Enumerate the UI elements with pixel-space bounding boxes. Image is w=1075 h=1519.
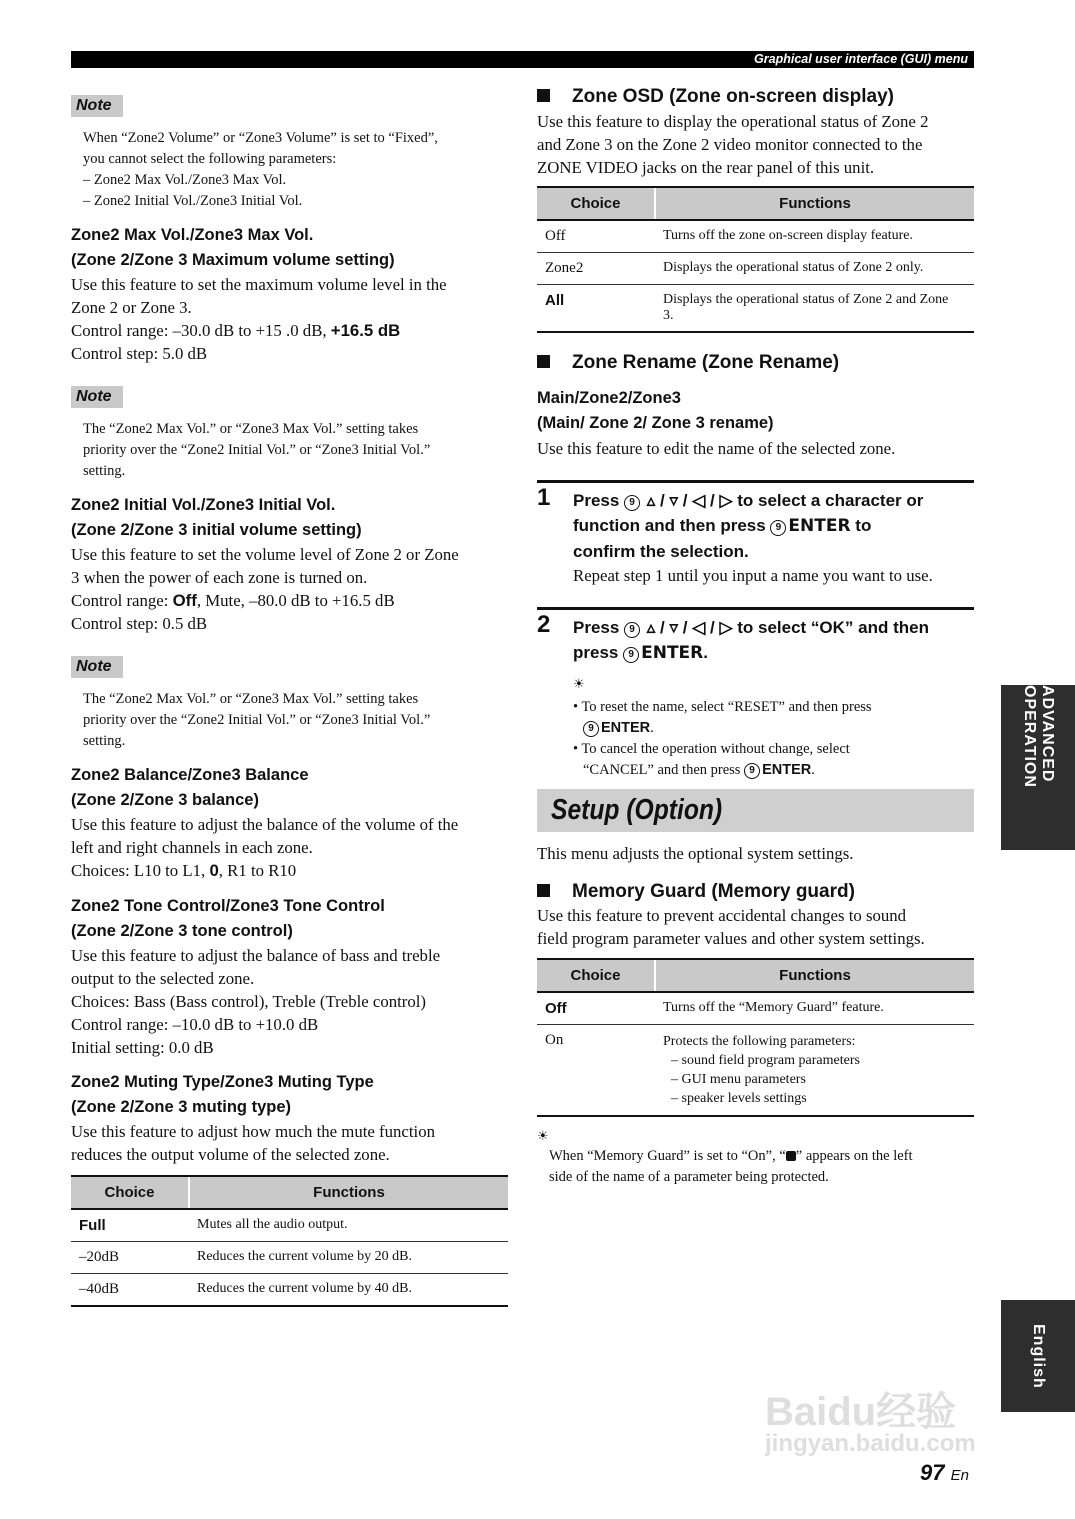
cell: Off bbox=[537, 992, 655, 1025]
page-number bbox=[920, 1460, 969, 1486]
memory-guard-table bbox=[537, 958, 974, 1117]
note-text bbox=[83, 419, 430, 482]
cell: Turns off the zone on-screen display feature. bbox=[655, 220, 974, 253]
section-body: Use this feature to edit the name of the selected zone. bbox=[537, 439, 896, 458]
line: ZONE VIDEO jacks on the rear panel of this unit. bbox=[537, 158, 875, 177]
line: The “Zone2 Max Vol.” or “Zone3 Max Vol.” setting takes bbox=[83, 691, 419, 707]
line: Zone2 Balance/Zone3 Balance bbox=[71, 766, 309, 784]
text: press bbox=[573, 643, 619, 662]
text: to bbox=[855, 516, 872, 535]
line: you cannot select the following parameters: bbox=[83, 151, 337, 167]
text: When “Memory Guard” is set to “On”, “ bbox=[549, 1148, 786, 1164]
heading-text: Zone Rename (Zone Rename) bbox=[572, 352, 840, 373]
column-header: Choice bbox=[71, 1176, 189, 1209]
text: Press bbox=[573, 618, 620, 637]
line: – Zone2 Initial Vol./Zone3 Initial Vol. bbox=[83, 193, 303, 209]
list-item: – speaker levels settings bbox=[671, 1091, 807, 1106]
table-row bbox=[537, 285, 974, 333]
section-heading bbox=[537, 352, 839, 374]
table-row bbox=[71, 1209, 508, 1242]
section-heading bbox=[537, 881, 855, 903]
section-body bbox=[537, 110, 928, 179]
line: Use this feature to adjust the balance of bass and treble bbox=[71, 946, 441, 965]
text: . bbox=[703, 643, 708, 662]
table-row bbox=[537, 253, 974, 285]
side-tab-advanced-operation: ADVANCED OPERATION bbox=[1001, 685, 1075, 850]
watermark-url: jingyan.baidu.com bbox=[765, 1430, 976, 1457]
running-header: Graphical user interface (GUI) menu bbox=[71, 51, 974, 68]
cell: Off bbox=[537, 220, 655, 253]
line: (Zone 2/Zone 3 initial volume setting) bbox=[71, 521, 362, 539]
cell: –40dB bbox=[71, 1274, 189, 1307]
text: ▵ / ▿ / ◁ / ▷ to select a character or bbox=[646, 491, 924, 510]
text-bold: 0 bbox=[209, 861, 219, 880]
list-item: – sound field program parameters bbox=[671, 1053, 860, 1068]
text: ” appears on the left bbox=[795, 1148, 913, 1164]
text: Control range: bbox=[71, 591, 173, 610]
tip-text bbox=[549, 1146, 913, 1188]
column-header: Choice bbox=[537, 187, 655, 220]
square-bullet-icon bbox=[537, 89, 550, 102]
line: priority over the “Zone2 Initial Vol.” or “Zone3 Initial Vol.” bbox=[83, 442, 431, 458]
line: Zone2 Muting Type/Zone3 Muting Type bbox=[71, 1073, 374, 1091]
heading-text: Zone OSD (Zone on-screen display) bbox=[572, 86, 894, 107]
list-item: – GUI menu parameters bbox=[671, 1072, 806, 1087]
key-9-icon: 9 bbox=[624, 622, 640, 638]
step-number: 2 bbox=[537, 611, 551, 638]
line: side of the name of a parameter being protected. bbox=[549, 1169, 829, 1185]
table-row bbox=[537, 992, 974, 1025]
line: Use this feature to set the maximum volume level in the bbox=[71, 275, 447, 294]
line: When “Zone2 Volume” or “Zone3 Volume” is set to “Fixed”, bbox=[83, 130, 438, 146]
section-body bbox=[71, 543, 459, 635]
section-body bbox=[71, 273, 447, 365]
table-row bbox=[71, 1274, 508, 1307]
column-header: Functions bbox=[655, 959, 974, 992]
text: confirm the selection. bbox=[573, 542, 749, 561]
cell: Turns off the “Memory Guard” feature. bbox=[655, 992, 974, 1025]
cell: Reduces the current volume by 40 dB. bbox=[189, 1274, 508, 1307]
step-note: Repeat step 1 until you input a name you want to use. bbox=[573, 566, 933, 585]
key-9-icon: 9 bbox=[744, 763, 760, 779]
line: Use this feature to prevent accidental changes to sound bbox=[537, 906, 907, 925]
line: field program parameter values and other system settings. bbox=[537, 929, 925, 948]
sub-heading bbox=[537, 386, 774, 436]
enter-key-label: ENTER bbox=[762, 762, 812, 778]
text: . bbox=[650, 720, 654, 736]
muting-type-table bbox=[71, 1175, 508, 1307]
table-row bbox=[71, 1242, 508, 1274]
cell: –20dB bbox=[71, 1242, 189, 1274]
divider bbox=[537, 480, 974, 483]
cell: Mutes all the audio output. bbox=[189, 1209, 508, 1242]
line: (Zone 2/Zone 3 tone control) bbox=[71, 922, 293, 940]
note-label: Note bbox=[71, 656, 123, 678]
line: Control step: 5.0 dB bbox=[71, 344, 208, 363]
section-heading bbox=[71, 1070, 374, 1120]
page-suffix: En bbox=[950, 1467, 969, 1484]
column-header: Choice bbox=[537, 959, 655, 992]
line: Use this feature to set the volume level of Zone 2 or Zone bbox=[71, 545, 459, 564]
cell bbox=[655, 1025, 974, 1117]
line: (Zone 2/Zone 3 balance) bbox=[71, 791, 259, 809]
text: Choices: L10 to L1, bbox=[71, 861, 210, 880]
heading-text: Memory Guard (Memory guard) bbox=[572, 881, 855, 902]
line: Use this feature to display the operational status of Zone 2 bbox=[537, 112, 929, 131]
chapter-banner bbox=[537, 789, 974, 832]
note-label: Note bbox=[71, 95, 123, 117]
line: (Zone 2/Zone 3 Maximum volume setting) bbox=[71, 251, 395, 269]
line: left and right channels in each zone. bbox=[71, 838, 313, 857]
cell: Displays the operational status of Zone 2 and Zone 3. bbox=[655, 285, 974, 333]
section-body bbox=[71, 944, 440, 1059]
tip-lightbulb-icon: ☀ bbox=[573, 676, 585, 691]
range-text: Control range: –30.0 dB to +15 .0 dB, bbox=[71, 321, 327, 340]
section-body bbox=[71, 1120, 435, 1166]
page-num: 97 bbox=[920, 1460, 945, 1485]
table-row bbox=[537, 220, 974, 253]
divider bbox=[537, 607, 974, 610]
text: Press bbox=[573, 491, 620, 510]
line: – Zone2 Max Vol./Zone3 Max Vol. bbox=[83, 172, 287, 188]
enter-key-label: ENTER bbox=[788, 516, 851, 536]
enter-key-label: ENTER bbox=[601, 720, 651, 736]
cell: Reduces the current volume by 20 dB. bbox=[189, 1242, 508, 1274]
step-number: 1 bbox=[537, 484, 551, 511]
cell: Displays the operational status of Zone 2 only. bbox=[655, 253, 974, 285]
text: To cancel the operation without change, select bbox=[581, 741, 850, 757]
step-instruction bbox=[573, 615, 978, 666]
cell: Zone2 bbox=[537, 253, 655, 285]
line: reduces the output volume of the selected zone. bbox=[71, 1145, 390, 1164]
cell: On bbox=[537, 1025, 655, 1117]
text: , R1 to R10 bbox=[218, 861, 297, 880]
text: “CANCEL” and then press bbox=[583, 762, 741, 778]
line: Initial setting: 0.0 dB bbox=[71, 1038, 214, 1057]
cell: Full bbox=[71, 1209, 189, 1242]
note-label: Note bbox=[71, 386, 123, 408]
section-heading bbox=[71, 763, 309, 813]
line: Choices: Bass (Bass control), Treble (Treble control) bbox=[71, 992, 427, 1011]
line: Zone 2 or Zone 3. bbox=[71, 298, 192, 317]
note-text bbox=[83, 689, 430, 752]
square-bullet-icon bbox=[537, 884, 550, 897]
line: Protects the following parameters: bbox=[663, 1034, 856, 1049]
tip-lightbulb-icon: ☀ bbox=[537, 1128, 549, 1143]
line: and Zone 3 on the Zone 2 video monitor connected to the bbox=[537, 135, 923, 154]
line: 3 when the power of each zone is turned on. bbox=[71, 568, 368, 587]
range-bold: +16.5 dB bbox=[330, 321, 401, 340]
text: function and then press bbox=[573, 516, 766, 535]
line: priority over the “Zone2 Initial Vol.” or “Zone3 Initial Vol.” bbox=[83, 712, 431, 728]
enter-key-label: ENTER bbox=[641, 643, 704, 663]
section-heading bbox=[71, 894, 385, 944]
line: Zone2 Max Vol./Zone3 Max Vol. bbox=[71, 226, 314, 244]
key-9-icon: 9 bbox=[770, 520, 786, 536]
section-body: This menu adjusts the optional system settings. bbox=[537, 844, 854, 863]
line: (Main/ Zone 2/ Zone 3 rename) bbox=[537, 414, 774, 432]
section-body bbox=[537, 904, 925, 950]
table-row bbox=[537, 1025, 974, 1117]
text: . bbox=[811, 762, 815, 778]
section-heading bbox=[71, 493, 362, 543]
column-header: Functions bbox=[189, 1176, 508, 1209]
side-tab-english: English bbox=[1001, 1300, 1075, 1412]
square-bullet-icon bbox=[537, 355, 550, 368]
line: Use this feature to adjust how much the mute function bbox=[71, 1122, 435, 1141]
line: Main/Zone2/Zone3 bbox=[537, 389, 681, 407]
line: output to the selected zone. bbox=[71, 969, 255, 988]
section-body bbox=[71, 813, 458, 882]
line: Zone2 Initial Vol./Zone3 Initial Vol. bbox=[71, 496, 336, 514]
line: (Zone 2/Zone 3 muting type) bbox=[71, 1098, 292, 1116]
line: Control step: 0.5 dB bbox=[71, 614, 208, 633]
text-bold: Off bbox=[172, 591, 197, 610]
cell: All bbox=[537, 285, 655, 333]
zone-osd-table bbox=[537, 186, 974, 333]
banner-title: Setup (Option) bbox=[551, 794, 723, 826]
text: To reset the name, select “RESET” and then press bbox=[581, 699, 872, 715]
key-9-icon: 9 bbox=[583, 721, 599, 737]
line: setting. bbox=[83, 463, 126, 479]
lock-icon bbox=[786, 1151, 796, 1161]
line: setting. bbox=[83, 733, 126, 749]
line: Control range: –10.0 dB to +10.0 dB bbox=[71, 1015, 319, 1034]
step-instruction bbox=[573, 488, 978, 564]
section-heading bbox=[537, 86, 894, 108]
note-text bbox=[83, 128, 438, 212]
column-header: Functions bbox=[655, 187, 974, 220]
key-9-icon: 9 bbox=[624, 495, 640, 511]
key-9-icon: 9 bbox=[623, 647, 639, 663]
line: Use this feature to adjust the balance of the volume of the bbox=[71, 815, 459, 834]
section-heading bbox=[71, 223, 395, 273]
text: , Mute, –80.0 dB to +16.5 dB bbox=[196, 591, 395, 610]
tip-list: • To reset the name, select “RESET” and then press 9 ENTER. • To cancel the operation without change, select “CANCEL” and then press 9 ENTER. bbox=[573, 699, 872, 778]
text: ▵ / ▿ / ◁ / ▷ to select “OK” and then bbox=[646, 618, 929, 637]
line: The “Zone2 Max Vol.” or “Zone3 Max Vol.” setting takes bbox=[83, 421, 419, 437]
line: Zone2 Tone Control/Zone3 Tone Control bbox=[71, 897, 385, 915]
watermark: Baidu经验 bbox=[765, 1390, 957, 1434]
